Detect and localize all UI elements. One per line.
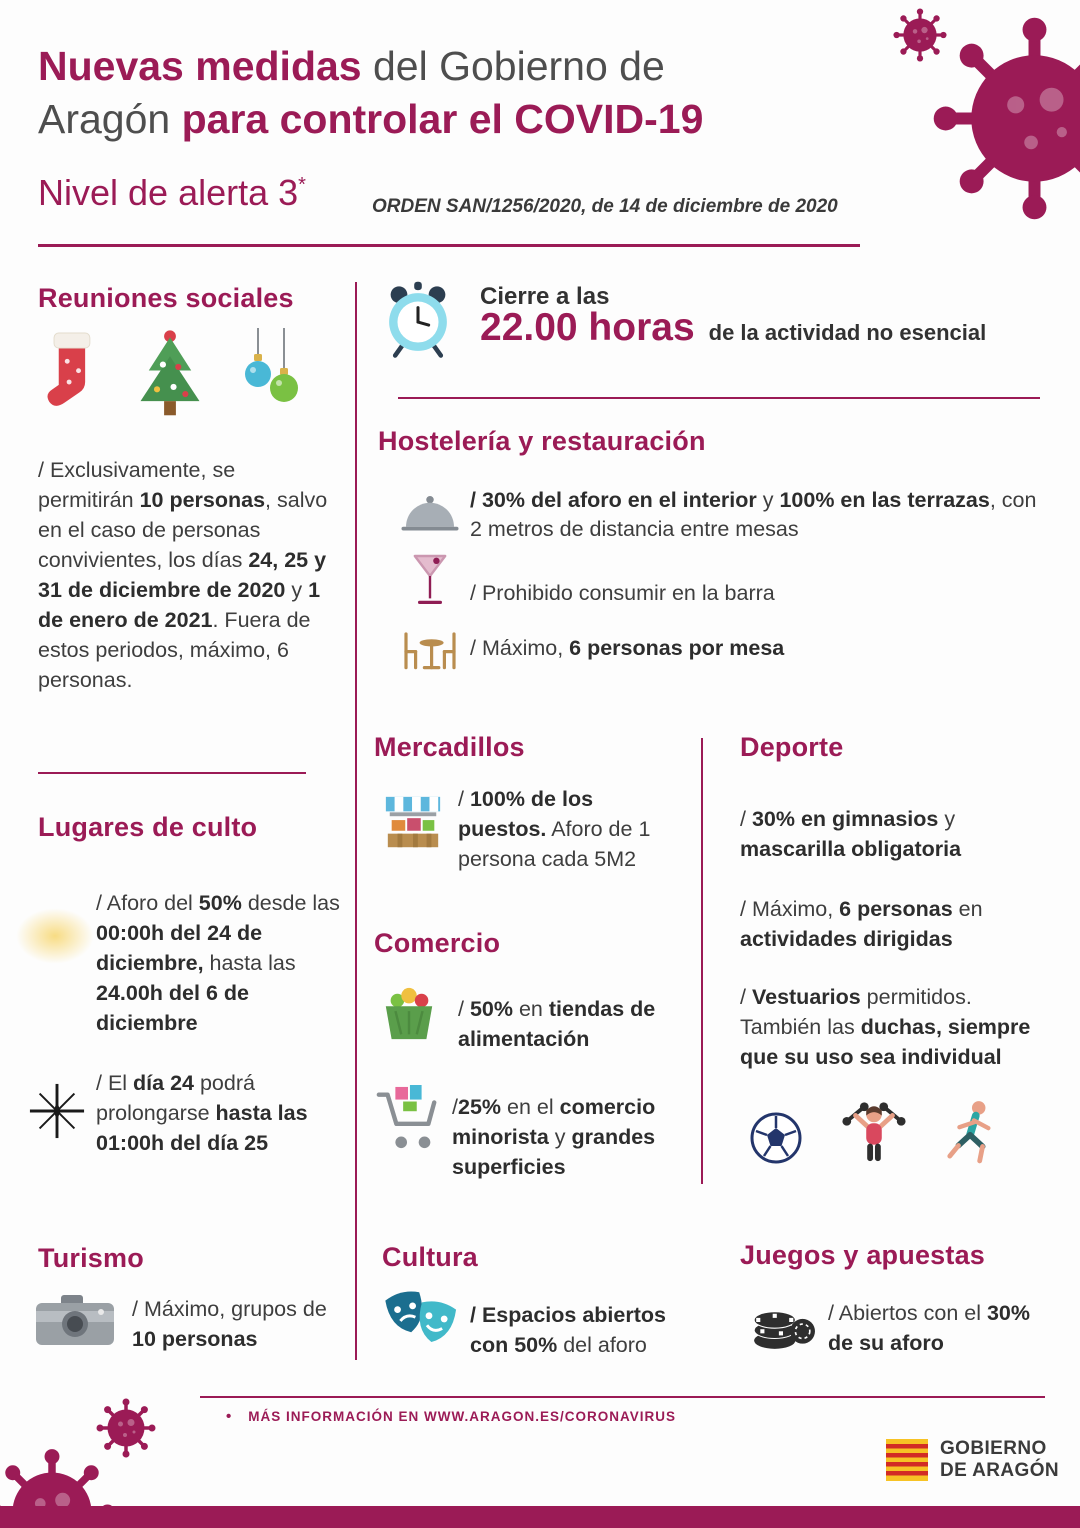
footer-divider: [200, 1396, 1045, 1398]
culto-text-2: / El día 24 podrá prolongarse hasta las 01:00h del día 25: [96, 1071, 308, 1155]
reuniones-text: / Exclusivamente, se permitirán 10 personas, salvo en el caso de personas convivientes, los días 24, 25 y 31 de diciembre de 2020 y 1 de enero de 2021. Fuera de estos periodos, máximo, 6 personas.: [38, 458, 328, 692]
christmas-tree-icon: [126, 328, 214, 420]
virus-icon: [932, 16, 1080, 221]
theater-masks-icon: [380, 1290, 462, 1354]
header-divider: [38, 244, 860, 247]
closure-time: 22.00 horas: [480, 306, 695, 349]
shopping-cart-icon: [374, 1082, 442, 1156]
logo-line-1: GOBIERNO: [940, 1438, 1047, 1459]
title-accent-1: Nuevas medidas: [38, 43, 362, 89]
turismo-text: / Máximo, grupos de 10 personas: [132, 1297, 327, 1351]
footer-info-url: WWW.ARAGON.ES/CORONAVIRUS: [424, 1409, 677, 1424]
closure-time-row: [480, 306, 986, 350]
closure-scope: de la actividad no esencial: [708, 320, 987, 345]
left-column-divider: [38, 772, 306, 774]
logo-line-2: DE ARAGÓN: [940, 1460, 1060, 1481]
closure-label: Cierre a las: [480, 283, 610, 310]
cloche-icon: [400, 492, 460, 536]
section-title-cultura: Cultura: [382, 1242, 478, 1272]
deporte-text-1: / 30% en gimnasios y mascarilla obligatoria: [740, 807, 962, 861]
section-title-turismo: Turismo: [38, 1243, 144, 1273]
section-title-reuniones: Reuniones sociales: [38, 283, 294, 313]
weightlifter-icon: [842, 1098, 906, 1166]
mercadillos-text: / 100% de los puestos. Aforo de 1 persona cada 5M2: [458, 787, 651, 871]
christmas-icons-row: [38, 328, 306, 420]
bullet: •: [226, 1408, 233, 1425]
title-accent-2: para controlar el COVID-19: [181, 96, 704, 142]
order-reference: ORDEN SAN/1256/2020, de 14 de diciembre de 2020: [372, 196, 838, 217]
footer-info-prefix: MÁS INFORMACIÓN EN: [248, 1409, 425, 1424]
poker-chips-icon: [750, 1292, 816, 1352]
alert-level: Nivel de alerta 3*: [38, 172, 306, 213]
baubles-icon: [236, 328, 306, 420]
runner-icon: [944, 1098, 998, 1166]
section-title-comercio: Comercio: [374, 928, 501, 958]
hosteleria-text-1: / 30% del aforo en el interior y 100% en las terrazas, con 2 metros de distancia entre mesas: [470, 488, 1037, 541]
juegos-text: / Abiertos con el 30% de su aforo: [828, 1301, 1030, 1355]
hosteleria-text-3: / Máximo, 6 personas por mesa: [470, 636, 785, 660]
column-divider: [701, 738, 703, 1184]
gobierno-de-aragon-logo: [886, 1438, 1059, 1482]
sport-icons-row: [748, 1098, 998, 1166]
page-title: [38, 40, 703, 146]
deporte-text-2: / Máximo, 6 personas en actividades dirigidas: [740, 897, 983, 951]
bottom-accent-bar: [0, 1506, 1080, 1528]
cocktail-icon: [410, 548, 450, 612]
christmas-stocking-icon: [38, 328, 104, 420]
section-title-juegos: Juegos y apuestas: [740, 1240, 986, 1270]
hosteleria-text-2: / Prohibido consumir en la barra: [470, 581, 775, 605]
title-gray-1: del Gobierno de: [361, 43, 665, 89]
aragon-flag-icon: [886, 1439, 928, 1481]
column-divider: [355, 282, 357, 1360]
glow-icon: [16, 908, 94, 964]
comercio-text-1: / 50% en tiendas de alimentación: [458, 997, 656, 1051]
closure-divider: [398, 397, 1040, 399]
camera-icon: [34, 1292, 116, 1348]
cultura-text: / Espacios abiertos con 50% del aforo: [470, 1303, 666, 1357]
market-stall-icon: [382, 792, 444, 854]
alert-asterisk: *: [298, 174, 306, 196]
title-gray-2: Aragón: [38, 96, 182, 142]
section-title-deporte: Deporte: [740, 732, 844, 762]
culto-text-1: / Aforo del 50% desde las 00:00h del 24 de diciembre, hasta las 24.00h del 6 de diciembre: [96, 891, 340, 1035]
section-title-hosteleria: Hostelería y restauración: [378, 426, 706, 456]
deporte-text-3: / Vestuarios permitidos. También las duchas, siempre que su uso sea individual: [740, 985, 1031, 1069]
comercio-text-2: /25% en el comercio minorista y grandes superficies: [452, 1095, 656, 1179]
table-chairs-icon: [398, 628, 462, 672]
star-icon: [28, 1082, 86, 1140]
alarm-clock-icon: [380, 278, 456, 360]
section-title-culto: Lugares de culto: [38, 812, 258, 842]
grocery-basket-icon: [378, 986, 440, 1044]
section-title-mercadillos: Mercadillos: [374, 732, 525, 762]
soccer-ball-icon: [748, 1110, 804, 1166]
footer-info: [226, 1408, 676, 1425]
